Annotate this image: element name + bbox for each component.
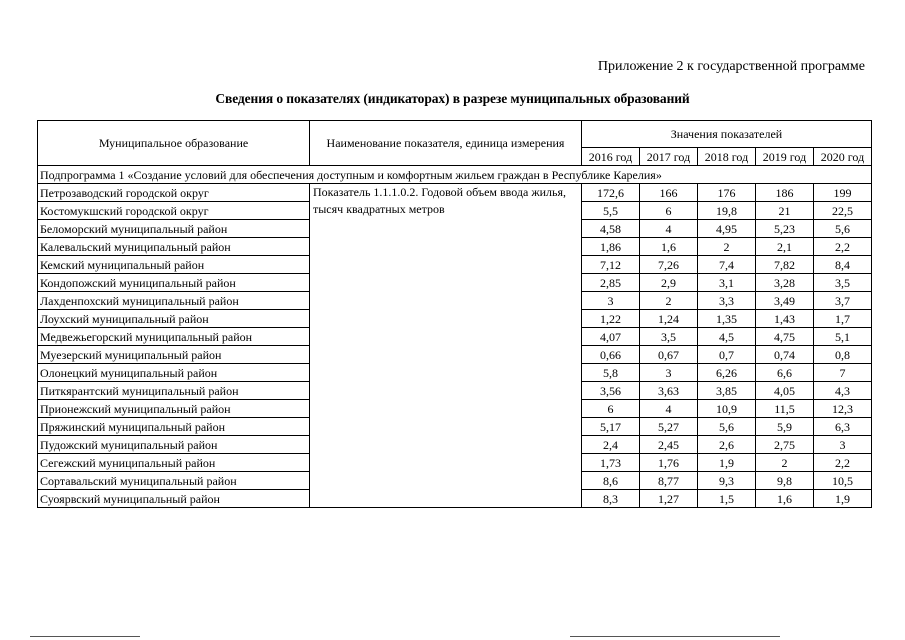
value-cell: 1,7 — [814, 310, 872, 328]
value-cell: 1,9 — [814, 490, 872, 508]
value-cell: 8,6 — [582, 472, 640, 490]
municipality-cell: Прионежский муниципальный район — [38, 400, 310, 418]
header-year: 2018 год — [698, 148, 756, 166]
value-cell: 2 — [640, 292, 698, 310]
value-cell: 2,6 — [698, 436, 756, 454]
value-cell: 0,66 — [582, 346, 640, 364]
value-cell: 0,74 — [756, 346, 814, 364]
value-cell: 5,17 — [582, 418, 640, 436]
value-cell: 199 — [814, 184, 872, 202]
value-cell: 4,58 — [582, 220, 640, 238]
value-cell: 4,75 — [756, 328, 814, 346]
header-values: Значения показателей — [582, 121, 872, 148]
municipality-cell: Беломорский муниципальный район — [38, 220, 310, 238]
value-cell: 1,73 — [582, 454, 640, 472]
value-cell: 4,5 — [698, 328, 756, 346]
value-cell: 12,3 — [814, 400, 872, 418]
value-cell: 1,76 — [640, 454, 698, 472]
value-cell: 6,6 — [756, 364, 814, 382]
value-cell: 3,85 — [698, 382, 756, 400]
value-cell: 1,6 — [756, 490, 814, 508]
value-cell: 4,05 — [756, 382, 814, 400]
value-cell: 3 — [640, 364, 698, 382]
subprogram-row: Подпрограмма 1 «Создание условий для обеспечения доступным и комфортным жильем граждан в Республике Карелия» — [38, 166, 872, 184]
value-cell: 7,4 — [698, 256, 756, 274]
appendix-note: Приложение 2 к государственной программе — [597, 59, 865, 74]
value-cell: 1,27 — [640, 490, 698, 508]
value-cell: 0,67 — [640, 346, 698, 364]
document-title: Сведения о показателях (индикаторах) в разрезе муниципальных образований — [215, 91, 690, 106]
header-year: 2017 год — [640, 148, 698, 166]
value-cell: 172,6 — [582, 184, 640, 202]
value-cell: 1,24 — [640, 310, 698, 328]
value-cell: 3,63 — [640, 382, 698, 400]
value-cell: 22,5 — [814, 202, 872, 220]
value-cell: 6,26 — [698, 364, 756, 382]
municipality-cell: Кемский муниципальный район — [38, 256, 310, 274]
value-cell: 4,07 — [582, 328, 640, 346]
indicators-table — [37, 120, 872, 508]
value-cell: 3 — [582, 292, 640, 310]
bottom-divider — [30, 636, 140, 637]
value-cell: 3,3 — [698, 292, 756, 310]
municipality-cell: Питкярантский муниципальный район — [38, 382, 310, 400]
municipality-cell: Калевальский муниципальный район — [38, 238, 310, 256]
municipality-cell: Кондопожский муниципальный район — [38, 274, 310, 292]
municipality-cell: Суоярвский муниципальный район — [38, 490, 310, 508]
value-cell: 2,4 — [582, 436, 640, 454]
value-cell: 0,7 — [698, 346, 756, 364]
value-cell: 3,5 — [640, 328, 698, 346]
header-year: 2016 год — [582, 148, 640, 166]
value-cell: 19,8 — [698, 202, 756, 220]
value-cell: 4,3 — [814, 382, 872, 400]
value-cell: 1,9 — [698, 454, 756, 472]
value-cell: 1,43 — [756, 310, 814, 328]
value-cell: 166 — [640, 184, 698, 202]
value-cell: 2,75 — [756, 436, 814, 454]
value-cell: 2,1 — [756, 238, 814, 256]
value-cell: 5,5 — [582, 202, 640, 220]
value-cell: 3,5 — [814, 274, 872, 292]
value-cell: 5,27 — [640, 418, 698, 436]
municipality-cell: Медвежьегорский муниципальный район — [38, 328, 310, 346]
value-cell: 1,86 — [582, 238, 640, 256]
value-cell: 8,77 — [640, 472, 698, 490]
value-cell: 6,3 — [814, 418, 872, 436]
value-cell: 7,12 — [582, 256, 640, 274]
header-year: 2020 год — [814, 148, 872, 166]
value-cell: 4 — [640, 400, 698, 418]
municipality-cell: Пряжинский муниципальный район — [38, 418, 310, 436]
value-cell: 2,2 — [814, 454, 872, 472]
value-cell: 3,56 — [582, 382, 640, 400]
value-cell: 6 — [640, 202, 698, 220]
municipality-cell: Сортавальский муниципальный район — [38, 472, 310, 490]
value-cell: 4 — [640, 220, 698, 238]
municipality-cell: Сегежский муниципальный район — [38, 454, 310, 472]
municipality-cell: Лахденпохский муниципальный район — [38, 292, 310, 310]
header-indicator: Наименование показателя, единица измерения — [310, 121, 582, 166]
value-cell: 176 — [698, 184, 756, 202]
municipality-cell: Костомукшский городской округ — [38, 202, 310, 220]
municipality-cell: Лоухский муниципальный район — [38, 310, 310, 328]
value-cell: 7,82 — [756, 256, 814, 274]
value-cell: 10,9 — [698, 400, 756, 418]
value-cell: 3,49 — [756, 292, 814, 310]
value-cell: 11,5 — [756, 400, 814, 418]
municipality-cell: Пудожский муниципальный район — [38, 436, 310, 454]
value-cell: 1,35 — [698, 310, 756, 328]
value-cell: 3 — [814, 436, 872, 454]
value-cell: 2,85 — [582, 274, 640, 292]
bottom-divider — [570, 636, 780, 637]
municipality-cell: Муезерский муниципальный район — [38, 346, 310, 364]
value-cell: 3,1 — [698, 274, 756, 292]
value-cell: 4,95 — [698, 220, 756, 238]
value-cell: 3,7 — [814, 292, 872, 310]
value-cell: 2 — [756, 454, 814, 472]
value-cell: 1,22 — [582, 310, 640, 328]
value-cell: 5,23 — [756, 220, 814, 238]
value-cell: 2,45 — [640, 436, 698, 454]
value-cell: 6 — [582, 400, 640, 418]
value-cell: 10,5 — [814, 472, 872, 490]
value-cell: 2,9 — [640, 274, 698, 292]
header-year: 2019 год — [756, 148, 814, 166]
value-cell: 5,6 — [698, 418, 756, 436]
table-row — [38, 184, 872, 202]
value-cell: 186 — [756, 184, 814, 202]
value-cell: 5,1 — [814, 328, 872, 346]
header-municipality: Муниципальное образование — [38, 121, 310, 166]
value-cell: 1,6 — [640, 238, 698, 256]
value-cell: 9,8 — [756, 472, 814, 490]
value-cell: 3,28 — [756, 274, 814, 292]
municipality-cell: Петрозаводский городской округ — [38, 184, 310, 202]
value-cell: 1,5 — [698, 490, 756, 508]
table-body — [38, 166, 872, 508]
value-cell: 0,8 — [814, 346, 872, 364]
value-cell: 21 — [756, 202, 814, 220]
value-cell: 9,3 — [698, 472, 756, 490]
indicator-cell: Показатель 1.1.1.0.2. Годовой объем ввода жилья, тысяч квадратных метров — [310, 184, 582, 508]
value-cell: 5,6 — [814, 220, 872, 238]
municipality-cell: Олонецкий муниципальный район — [38, 364, 310, 382]
value-cell: 7 — [814, 364, 872, 382]
value-cell: 2,2 — [814, 238, 872, 256]
value-cell: 2 — [698, 238, 756, 256]
value-cell: 8,4 — [814, 256, 872, 274]
value-cell: 8,3 — [582, 490, 640, 508]
value-cell: 7,26 — [640, 256, 698, 274]
value-cell: 5,8 — [582, 364, 640, 382]
value-cell: 5,9 — [756, 418, 814, 436]
